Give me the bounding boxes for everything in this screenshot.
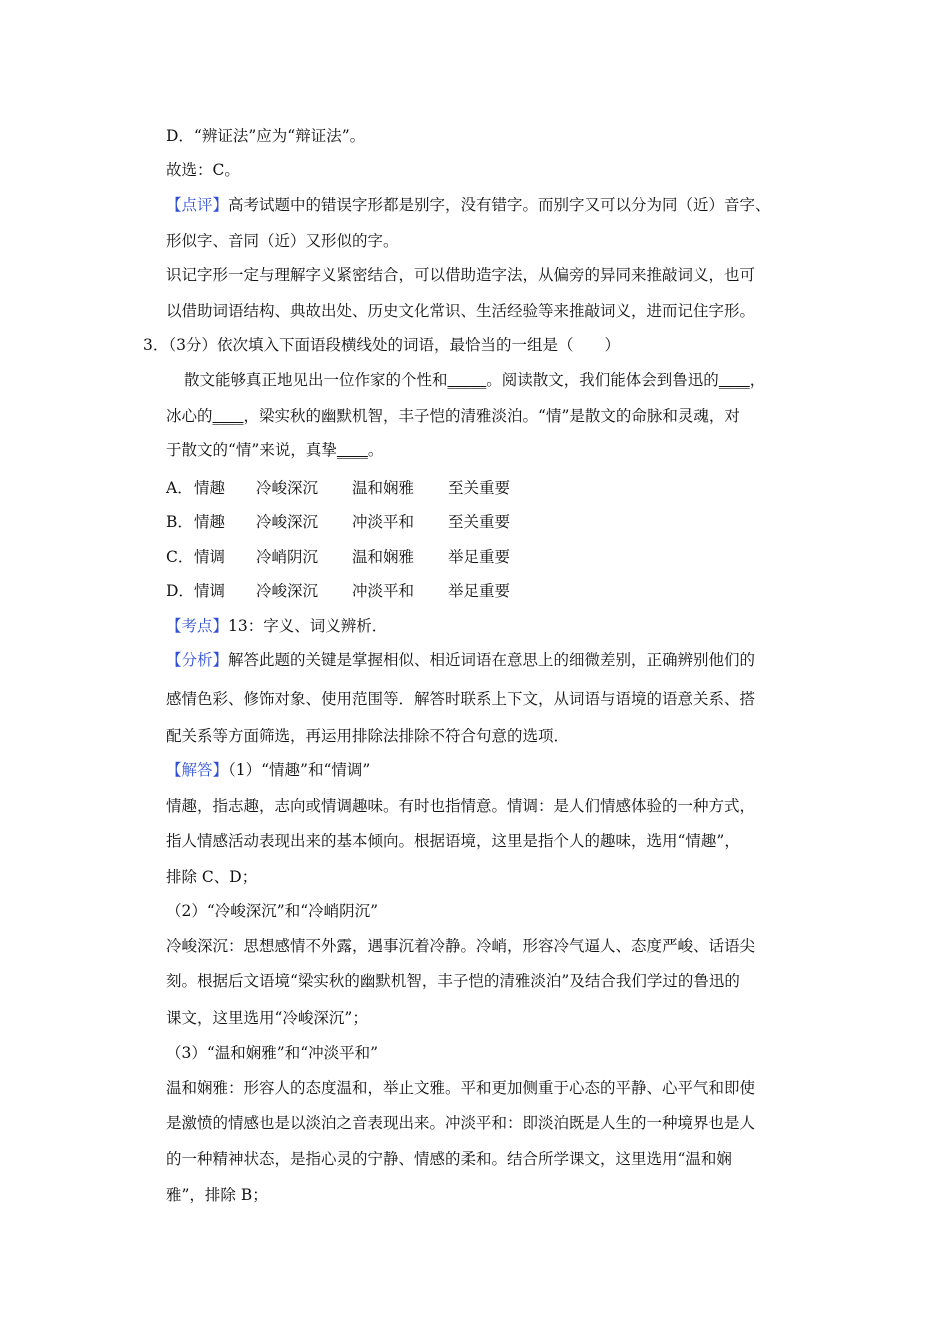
body-line: 冷峻深沉：思想感情不外露，遇事沉着冷静。冷峭，形容冷气逼人、态度严峻、话语尖 (166, 937, 756, 955)
body-line: 温和娴雅：形容人的态度温和，举止文雅。平和更加侧重于心态的平静、心平气和即使 (166, 1079, 756, 1097)
passage-text: 散文能够真正地见出一位作家的个性和 (184, 371, 448, 389)
option-c (166, 547, 510, 567)
kaodian-line (166, 616, 387, 636)
option-word-1: 情调 (194, 582, 226, 600)
option-word-4: 举足重要 (448, 582, 511, 600)
prev-comment-line-1 (166, 195, 771, 215)
body-line: 课文，这里选用“冷峻深沉”； (166, 1009, 368, 1027)
fenxi-tag: 【分析】 (166, 651, 229, 669)
option-word-1: 情趣 (194, 513, 226, 531)
option-word-2: 冷峭阴沉 (256, 548, 319, 566)
body-line: （3）“温和娴雅”和“冲淡平和” (166, 1044, 379, 1062)
question-3-stem (143, 335, 620, 355)
jieda-line-1 (166, 760, 370, 780)
option-word-2: 冷峻深沉 (256, 479, 319, 497)
jieda-text: （1）“情趣”和“情调” (228, 761, 371, 779)
passage-line-2 (166, 406, 740, 426)
kaodian-tag: 【考点】 (166, 617, 229, 635)
option-d (166, 581, 510, 601)
blank-3: ____ (212, 407, 244, 425)
question-number: 3． (143, 336, 169, 354)
passage-line-1 (184, 370, 765, 390)
fenxi-line-1 (166, 650, 755, 670)
option-word-4: 举足重要 (448, 548, 511, 566)
passage-text: ， (749, 371, 766, 389)
comment-tag: 【点评】 (166, 196, 229, 214)
body-line: 指人情感活动表现出来的基本倾向。根据语境，这里是指个人的趣味，选用“情趣”， (166, 832, 740, 850)
option-word-4: 至关重要 (448, 513, 511, 531)
fenxi-text: 解答此题的关键是掌握相似、相近词语在意思上的细微差别，正确辨别他们的 (228, 651, 756, 669)
fenxi-line-3: 配关系等方面筛选，再运用排除法排除不符合句意的选项． (166, 727, 570, 745)
option-a (166, 478, 510, 498)
option-label: A． (166, 479, 193, 497)
passage-text: 于散文的“情”来说，真挚 (166, 441, 337, 459)
passage-line-3 (166, 440, 383, 460)
option-label: B． (166, 513, 193, 531)
passage-text: 。 (367, 441, 384, 459)
option-b (166, 512, 510, 532)
kaodian-text: 13：字义、词义辨析． (228, 617, 388, 635)
prev-comment-line-2: 形似字、音同（近）又形似的字。 (166, 232, 399, 250)
comment-text: 高考试题中的错误字形都是别字，没有错字。而别字又可以分为同（近）音字、 (228, 196, 771, 214)
option-word-2: 冷峻深沉 (256, 513, 319, 531)
body-line: 是激愤的情感也是以淡泊之音表现出来。冲淡平和：即淡泊既是人生的一种境界也是人 (166, 1114, 756, 1132)
option-word-3: 温和娴雅 (352, 479, 415, 497)
option-word-2: 冷峻深沉 (256, 582, 319, 600)
passage-text: 冰心的 (166, 407, 213, 425)
body-line: 的一种精神状态，是指心灵的宁静、情感的柔和。结合所学课文，这里选用“温和娴 (166, 1150, 732, 1168)
option-word-3: 温和娴雅 (352, 548, 415, 566)
passage-text: 。阅读散文，我们能体会到鲁迅的 (486, 371, 719, 389)
blank-4: ____ (336, 441, 368, 459)
prev-comment-line-4: 以借助词语结构、典故出处、历史文化常识、生活经验等来推敲词义，进而记住字形。 (166, 302, 756, 320)
fenxi-line-2: 感情色彩、修饰对象、使用范围等．解答时联系上下文，从词语与语境的语意关系、搭 (166, 690, 756, 708)
option-word-3: 冲淡平和 (352, 513, 415, 531)
prev-comment-line-3: 识记字形一定与理解字义紧密结合，可以借助造字法，从偏旁的异同来推敲词义，也可 (166, 266, 756, 284)
body-line: 排除 C、D； (166, 868, 258, 886)
question-stem-text: （3分）依次填入下面语段横线处的词语，最恰当的一组是（ ） (168, 336, 620, 354)
body-line: （2）“冷峻深沉”和“冷峭阴沉” (166, 902, 379, 920)
body-line: 刻。根据后文语境“梁实秋的幽默机智，丰子恺的清雅淡泊”及结合我们学过的鲁迅的 (166, 972, 740, 990)
body-line: 雅”，排除 B； (166, 1186, 268, 1204)
option-label: C． (166, 548, 194, 566)
jieda-tag: 【解答】 (166, 761, 229, 779)
option-word-3: 冲淡平和 (352, 582, 415, 600)
option-word-1: 情趣 (194, 479, 226, 497)
body-line: 情趣，指志趣，志向或情调趣味。有时也指情意。情调：是人们情感体验的一种方式， (166, 797, 756, 815)
passage-text: ，梁实秋的幽默机智，丰子恺的清雅淡泊。“情”是散文的命脉和灵魂，对 (243, 407, 740, 425)
option-word-1: 情调 (194, 548, 226, 566)
prev-answer: 故选：C。 (166, 161, 240, 179)
prev-option-d: D．“辨证法”应为“辩证法”。 (166, 127, 366, 145)
blank-2: ____ (718, 371, 750, 389)
blank-1: _____ (447, 371, 487, 389)
option-word-4: 至关重要 (448, 479, 511, 497)
option-label: D． (166, 582, 194, 600)
